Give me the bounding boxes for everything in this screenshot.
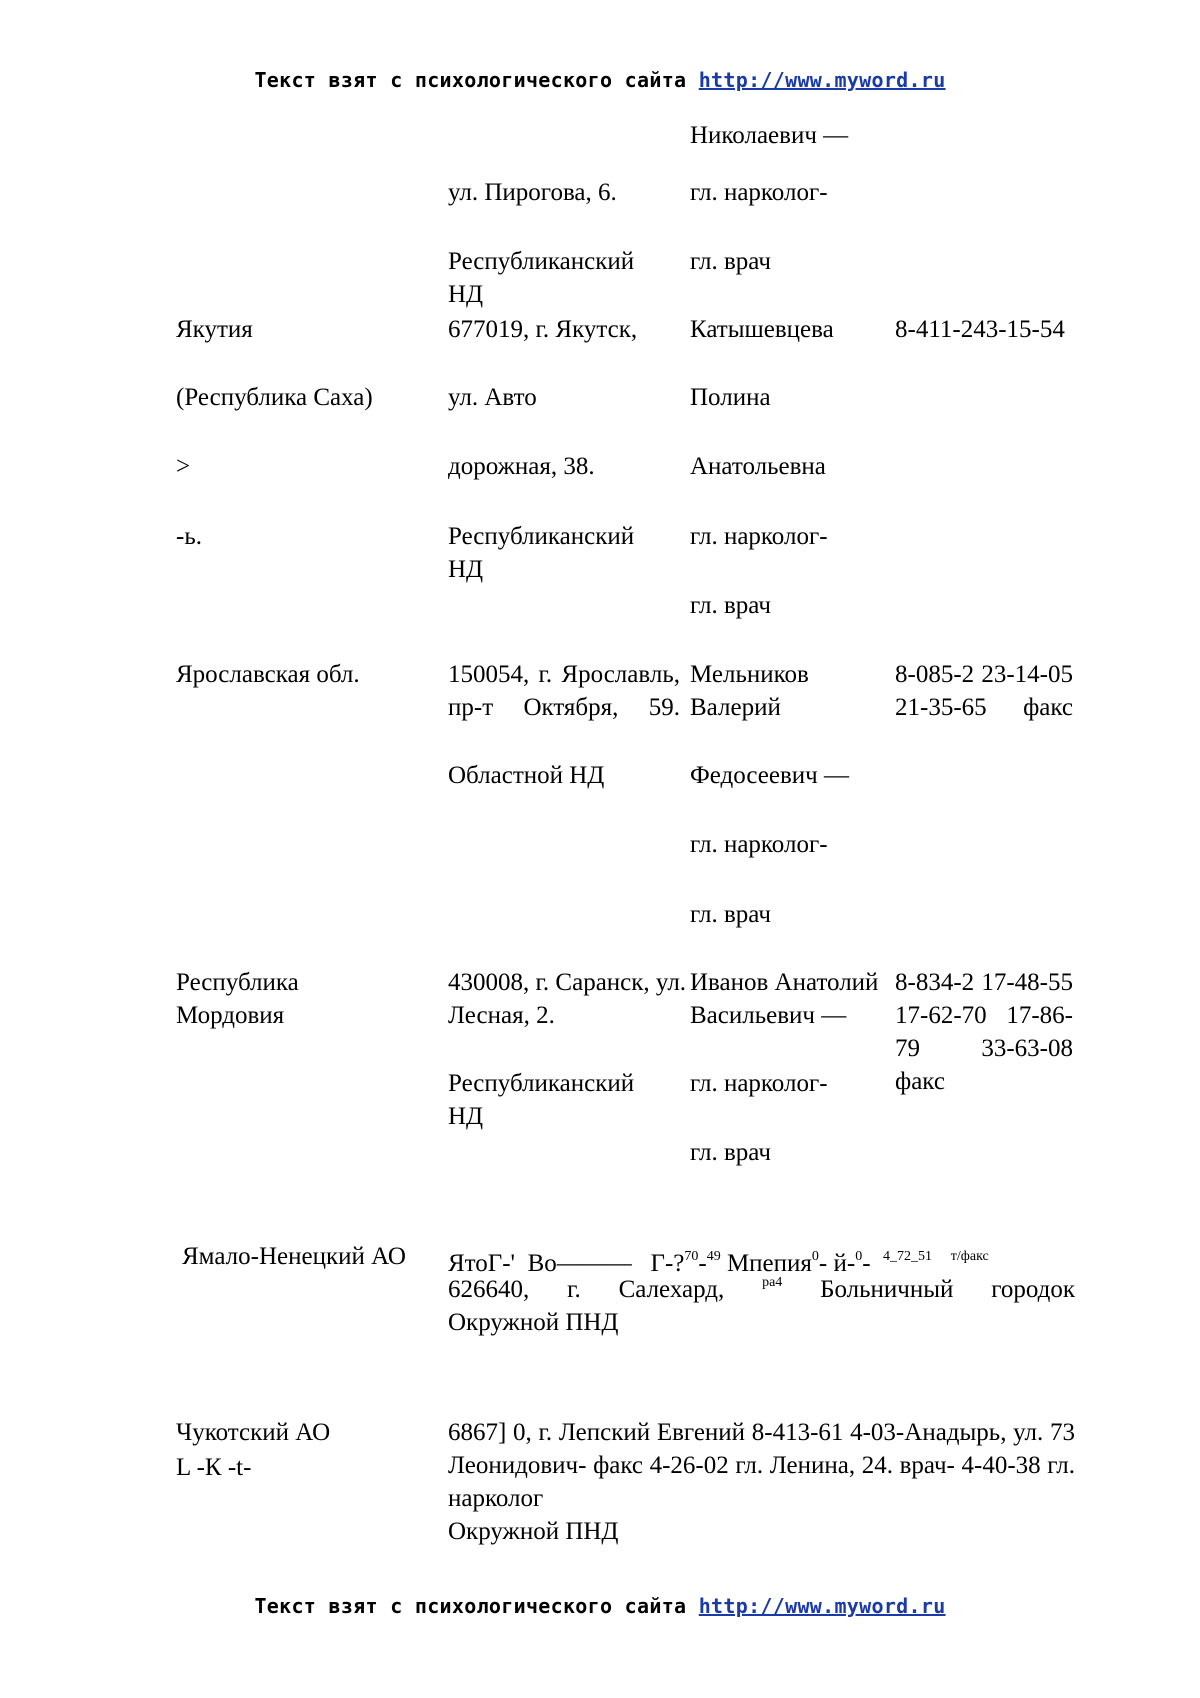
mordovia-address: 430008, г. Саранск, ул. Лесная, 2.	[448, 969, 687, 1029]
yaroslavl-role-chief: гл. врач	[690, 901, 771, 928]
mordovia-role-chief: гл. врач	[690, 1139, 771, 1166]
mordovia-region: Республика Мордовия	[176, 969, 299, 1029]
yakutia-region-4: -ь.	[176, 523, 202, 550]
page-header	[0, 68, 1200, 92]
header-text: Текст взят с психологического сайта	[254, 68, 687, 92]
yamal-garbled-5: - й-	[818, 1250, 856, 1277]
yamal-sup-70: 70	[684, 1249, 699, 1264]
top-address-tail: ул. Пирогова, 6.	[448, 179, 617, 206]
yakutia-name-2: Полина	[690, 384, 771, 411]
yamal-garbled-1: ЯтоГ-'	[448, 1250, 516, 1277]
yamal-dash: -	[698, 1250, 707, 1277]
yamal-institution: Окружной ПНД	[448, 1309, 619, 1336]
top-institution: Республиканский НД	[448, 248, 635, 308]
page-footer	[0, 1594, 1200, 1618]
yamal-garbled-3: Г-?	[650, 1250, 685, 1277]
yakutia-address-1: 677019, г. Якутск,	[448, 316, 638, 343]
chukotka-region-2: L -К -t-	[176, 1454, 252, 1481]
yamal-garbled-2: Во———	[527, 1250, 632, 1277]
yakutia-name-1: Катышевцева	[690, 316, 834, 343]
yakutia-name-3: Анатольевна	[690, 453, 826, 480]
yakutia-institution: Республиканский НД	[448, 523, 635, 583]
yaroslavl-role-narcologist: гл. нарколог-	[690, 831, 828, 858]
yamal-line-2	[448, 1273, 1075, 1306]
mordovia-institution: Республиканский НД	[448, 1070, 635, 1130]
yakutia-role-narcologist: гл. нарколог-	[690, 523, 828, 550]
yakutia-phone: 8-411-243-15-54	[895, 316, 1065, 343]
yaroslavl-name-2: Федосеевич —	[690, 762, 849, 789]
yaroslavl-phone: 8-085-2 23-14-05 21-35-65 факс	[895, 661, 1073, 721]
yamal-sup-49: 49	[706, 1249, 721, 1264]
yamal-garbled-4: Мпепия	[726, 1250, 812, 1277]
chukotka-region: Чукотский АО	[176, 1419, 331, 1446]
yakutia-region-2: (Республика Саха)	[176, 384, 373, 411]
footer-link[interactable]: http://www.myword.ru	[698, 1594, 946, 1618]
yaroslavl-institution: Областной НД	[448, 762, 605, 789]
yaroslavl-region: Ярославская обл.	[176, 661, 360, 688]
mordovia-role-narcologist: гл. нарколог-	[690, 1070, 828, 1097]
yaroslavl-address: 150054, г. Ярославль, пр-т Октября, 59.	[448, 661, 680, 721]
yakutia-address-2: ул. Авто	[448, 384, 537, 411]
mordovia-name: Иванов Анатолий Васильевич —	[690, 969, 879, 1029]
chukotka-text: 6867] 0, г. Лепский Евгений 8-413-61 4-03-Анадырь, ул. 73 Леонидович- факс 4-26-02 гл. Ленина, 24. врач- 4-40-38 гл. нарколог	[448, 1419, 1075, 1512]
yamal-region: Ямало-Ненецкий АО	[182, 1243, 406, 1270]
yamal-sup-pa4: ра4	[762, 1275, 783, 1290]
yamal-sup-0a: 0	[811, 1249, 819, 1264]
yakutia-address-3: дорожная, 38.	[448, 453, 595, 480]
footer-text: Текст взят с психологического сайта	[254, 1594, 687, 1618]
yamal-small-2: _72_51	[890, 1249, 933, 1264]
yamal-hospital-town: Больничный городок	[820, 1276, 1075, 1303]
header-link[interactable]: http://www.myword.ru	[698, 68, 946, 92]
yakutia-role-chief: гл. врач	[690, 592, 771, 619]
chukotka-institution: Окружной ПНД	[448, 1518, 619, 1545]
top-role-narcologist: гл. нарколог-	[690, 179, 828, 206]
yamal-small-1: 4	[883, 1249, 891, 1264]
mordovia-phone: 8-834-2 17-48-55 17-62-70 17-86-79 33-63-08 факс	[895, 969, 1073, 1095]
yamal-sup-0b: 0	[855, 1249, 863, 1264]
yamal-small-3: т/факс	[950, 1249, 989, 1264]
top-name-tail: Николаевич —	[690, 122, 849, 149]
yamal-address: 626640, г. Салехард,	[448, 1276, 725, 1303]
yaroslavl-name: Мельников Валерий	[690, 661, 809, 721]
yakutia-region: Якутия	[176, 316, 253, 343]
top-role-chief: гл. врач	[690, 248, 771, 275]
yakutia-region-3: >	[176, 453, 191, 480]
yamal-garbled-6: -	[862, 1250, 871, 1277]
